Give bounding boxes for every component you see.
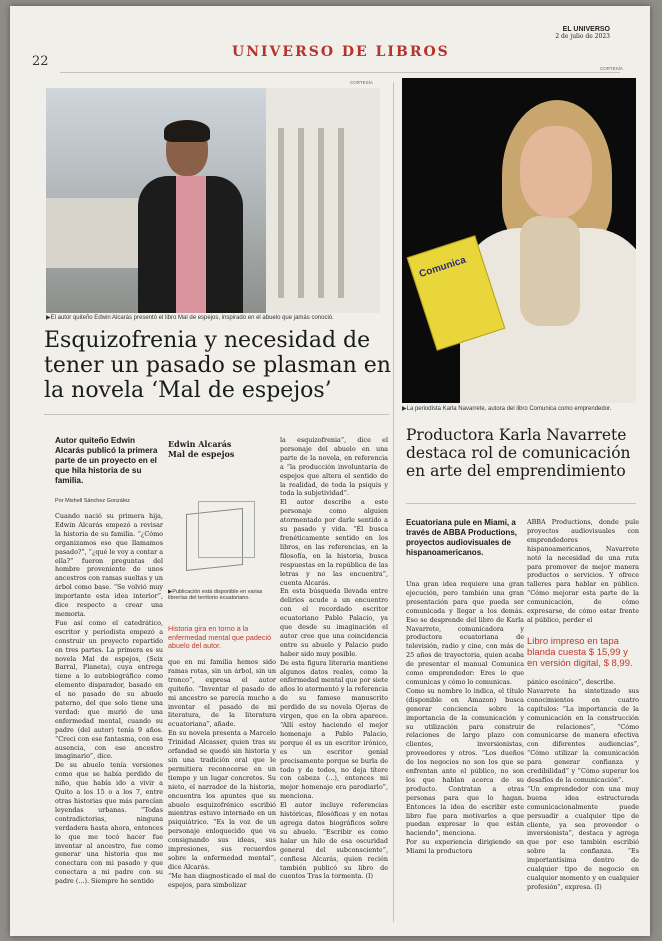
page-number: 22 [32, 54, 49, 69]
section-divider [60, 72, 620, 73]
right-pull-quote: Libro impreso en tapa blanda cuesta $ 15,99 y en versión digital, $ 8,99. [527, 636, 633, 669]
column-divider [393, 82, 394, 922]
book-caption: ▶Publicación está disponible en varias librerías del territorio ecuatoriano. [168, 589, 263, 601]
left-headline: Esquizofrenia y necesidad de tener un pasado se plasman en la novela ‘Mal de espejos’ [44, 328, 391, 403]
right-column-1: Una gran idea requiere una gran ejecución, pero también una gran presentación para que pueda ser comunicada y llegar a los demás. Eso se desprende del libro de Karla Navarrete, comunicadora y productora ecuatoriana de televisión, radio y cine, con más de 25 años de trayectoria, quien acaba de presentar el manual Comunica como emprendedor: Eres lo que comunicas y cómo lo comunicas. Como su nombre lo indica, el título (disponible en Amazon) busca generar conciencia sobre la importancia de la comunicación y su utilización para construir relaciones de largo plazo con clientes, inversionistas, proveedores y otros. “Los dueños de los negocios no son los que se enfrentan ante el público, no son los que hablan acerca de su producto. Contratan a otras personas para que lo hagan. Entonces la idea de escribir este libro fue para motivarlos a que puedan expresar lo que están haciendo”, menciona. Por su experiencia dirigiendo en Miami la productora [406, 580, 524, 856]
right-deck: Ecuatoriana pule en Miami, a través de ABBA Productions, proyectos audiovisuales de hispanoamericanos. [406, 518, 517, 557]
photo-credit: CORTESÍA [350, 80, 373, 85]
masthead-name: EL UNIVERSO [562, 26, 610, 33]
headline-rule [44, 414, 389, 415]
left-column-3: la esquizofrenia”, dice el personaje del abuelo en una parte de la novela, en referencia a “la producción involuntaria de espejos que altera el sentido de la realidad, de toda la psiquis y toda la subjetividad”. El autor describe a este personaje como alguien atormentado por darle sentido a su pasado y vida. “Él busca frenéticamente sentido en los libros, en las referencias, en la filosofía, en la historia, busca respuestas en la república de las letras y no las encuentra”, cuenta Alcarás. En esta búsqueda llevada entre delirios acude a un encuentro con el recordado escritor ecuatoriano Pablo Palacio, ya que desde su imaginación el autor cree que una coincidencia entre su abuelo y Palacio pudo haber sido muy posible. De esta figura literaria mantiene algunos datos reales, como la enfermedad mental que por siete años lo atormentó y la referencia de su famoso manuscrito perdido de su novela Ojeras de virgen, que en la obra aparece. “Allí estoy haciendo el mejor homenaje a Pablo Palacio, porque él es un escritor irónico, es un escritor genial precisamente porque se burla de todo y de todos, no deja títere con cabeza (...), entonces mi mejor homenaje era parodiarlo”, menciona. El autor incluye referencias históricas, filosóficas y en notas agrega datos biográficos sobre su abuelo. “Escribir es como halar un hilo de esa oscuridad general del subconsciente”, confiesa Alcarás, quien recién también publicó su libro de cuentos Tras la tormenta. (I) [280, 436, 388, 881]
section-title: UNIVERSO DE LIBROS [232, 44, 450, 60]
book-illustration-back [198, 501, 255, 558]
book-cover-title: Comunica [417, 254, 468, 281]
byline: Por Mishell Sánchez González [55, 498, 130, 504]
right-column-2a: ABBA Productions, donde pule proyectos audiovisuales con emprendedores hispanoamericanos, Navarrete notó la necesidad de una ruta para promover de mejor manera productos o servicios. Y ofrece talleres para hablar en público. “Cómo mejorar esta parte de la comunicación, de cómo expresarse, de cómo estar frente al público, perder el [527, 518, 639, 624]
left-pull-quote: Historia gira en torno a la enfermedad mental que padeció abuelo del autor. [168, 624, 272, 651]
author-figure [138, 124, 243, 313]
producer-photo [402, 78, 636, 403]
author-photo-caption: ▶El autor quiteño Edwin Alcarás presentó el libro Mal de espejos, inspirado en el abuelo que jamás conoció. [46, 315, 334, 321]
right-column-2b: pánico escénico”, describe. Navarrete ha sintetizado sus conocimientos en cuatro capítulos: “La importancia de la comunicación en la construcción de relaciones”, “Cómo comunicarse de manera efectiva con diferentes audiencias”, “Cómo utilizar la comunicación para generar confianza y credibilidad” y “Cómo superar los desafíos de la comunicación”. “Un emprendedor con una muy buena idea estructurada comunicacionalmente puede persuadir a cualquier tipo de cliente, ya sea proveedor o inversionista”, destaca y agrega que por eso también escribió sobre la confianza. “Es importantísima dentro de cualquier tipo de negocio en cualquier momento y en cualquier profesión”, expresa. (I) [527, 678, 639, 891]
masthead-date: 2 de julio de 2023 [555, 32, 610, 40]
author-photo [46, 88, 380, 313]
producer-photo-caption: ▶La periodista Karla Navarrete, autora del libro Comunica como emprendedor. [402, 406, 612, 412]
left-column-2: que en mi familia hemos sido ramas rotas, sin un árbol, sin un tronco”, expresa el autor quiteño. “Inventar el pasado de mi ancestro se parecía mucho a inventar el pasado de mi literatura, de la literatura ecuatoriana”, añade. En su novela presenta a Marcelo Trinidad Alcasser, quien tras su orfandad se quedó sin historia y sin una tradición oral que le permitiera reconocerse en un tiempo y un lugar concretos. Su nieto, el narrador de la historia, encuentra los apuntes que su abuelo esquizofrénico escribió mientras estuvo internado en un psiquiátrico. “Es la voz de un personaje enloquecido que va consignando sus ideas, sus impresiones, sus recuerdos sobre la enfermedad mental”, dice Alcarás. “Me han diagnosticado el mal de espejos, para simbolizar [168, 658, 276, 889]
book-author: Edwin Alcarás [168, 439, 232, 449]
right-headline-rule [406, 503, 636, 504]
book-info-card [168, 439, 273, 609]
newspaper-page [10, 6, 650, 936]
left-deck: Autor quiteño Edwin Alcarás publicó la primera parte de un proyecto en el que hila historia de su familia. [55, 436, 158, 485]
masthead [555, 26, 610, 40]
photo-credit-right: CORTESÍA [600, 66, 623, 71]
book-title: Mal de espejos [168, 449, 235, 459]
left-column-1: Cuando nació su primera hija, Edwin Alcarás empezó a revisar la historia de su familia. “¿Cómo organizamos eso que llamamos pasado?”, “¿qué le voy a contar a ella?” fueron preguntas del hombre proveniente de unos ancestros con ramas sueltas y un árbol como base. “Se volvió muy importante esta idea interior”, dice respecto a crear una memoria. Fue así como el catedrático, escritor y periodista empezó a construir un proyecto repartido en tres partes. La primera es su novela Mal de espejos, (Seix Barral, Planeta), cuya entrega tiene a lo autobiográfico como elemento disparador, basado en el no pasado de su abuelo paterno, del que solo tiene una verdad: que murió de una enfermedad mental, cuando su padre (del autor) tenía 9 años. “Creci con ese fantasma, con esa ausencia, con ese ancestro imaginario”, dice. De su abuelo tenía versiones como que se había perdido de niño, que había ido a vivir a Quito a los 15 o a los 7, entre otras historias que más parecían leyendas urbanas. “Todas contradictorias, ninguna verdadera hasta ahora, entonces lo que me tocó hacer fue inventar al ancestro, fue como generar una historia que me conectara con mi pasado y que conectara a mi padre con su padre (...). Siempre he sentido [55, 512, 164, 886]
right-headline: Productora Karla Navarrete destaca rol de comunicación en arte del emprendimiento [406, 426, 631, 480]
